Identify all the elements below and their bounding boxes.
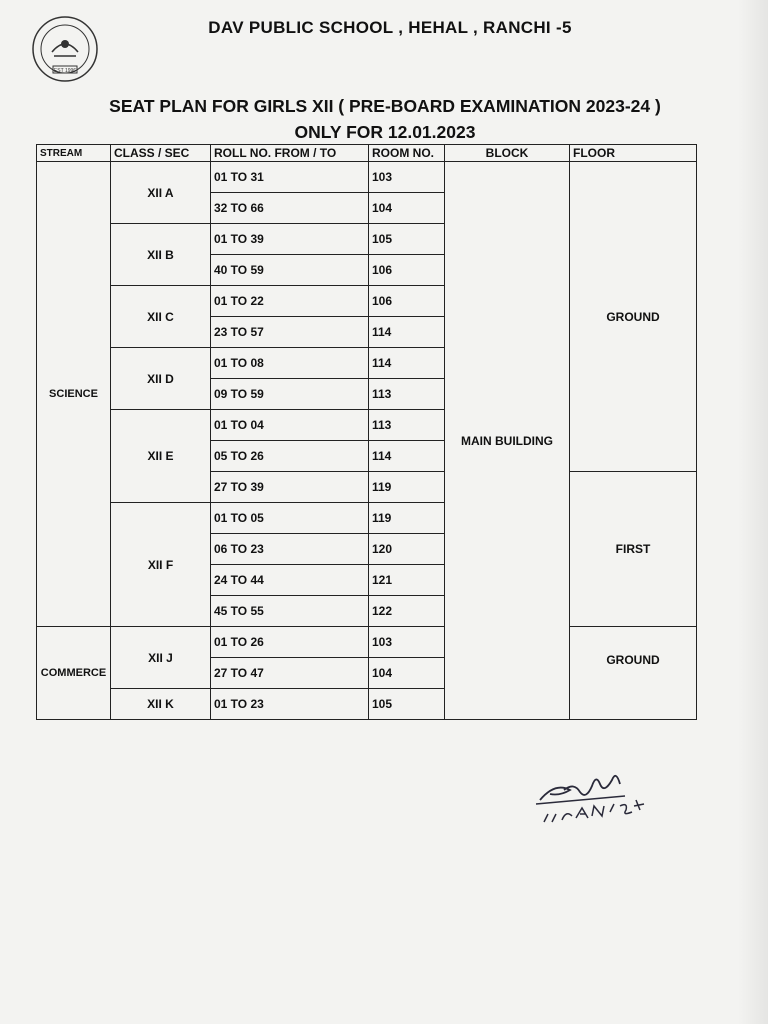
table-row [37,162,697,193]
floor-cell-ground: GROUND [570,627,697,720]
class-cell: XII E [111,410,211,503]
room-cell: 106 [369,255,445,286]
room-cell: 114 [369,348,445,379]
col-header-room: ROOM NO. [369,145,445,162]
class-cell: XII A [111,162,211,224]
roll-cell: 01 TO 39 [211,224,369,255]
room-cell: 106 [369,286,445,317]
class-cell: XII K [111,689,211,720]
room-cell: 122 [369,596,445,627]
col-header-block: BLOCK [445,145,570,162]
class-cell: XII C [111,286,211,348]
roll-cell: 01 TO 31 [211,162,369,193]
school-logo [30,14,100,84]
col-header-stream: STREAM [37,145,111,162]
room-cell: 114 [369,441,445,472]
table-header-row [37,145,697,162]
class-cell: XII F [111,503,211,627]
roll-cell: 40 TO 59 [211,255,369,286]
room-cell: 121 [369,565,445,596]
roll-cell: 27 TO 39 [211,472,369,503]
roll-cell: 01 TO 26 [211,627,369,658]
roll-cell: 01 TO 04 [211,410,369,441]
roll-cell: 05 TO 26 [211,441,369,472]
handwritten-signature [530,760,680,830]
title-line-1: SEAT PLAN FOR GIRLS XII ( PRE-BOARD EXAMINATION 2023-24 ) [109,96,661,116]
room-cell: 105 [369,689,445,720]
room-cell: 113 [369,410,445,441]
roll-cell: 24 TO 44 [211,565,369,596]
roll-cell: 01 TO 05 [211,503,369,534]
col-header-roll: ROLL NO. FROM / TO [211,145,369,162]
room-cell: 103 [369,627,445,658]
floor-cell-ground: GROUND [570,162,697,472]
room-cell: 120 [369,534,445,565]
title-line-2: ONLY FOR 12.01.2023 [294,122,476,142]
roll-cell: 23 TO 57 [211,317,369,348]
roll-cell: 27 TO 47 [211,658,369,689]
floor-cell-first: FIRST [570,472,697,627]
roll-cell: 01 TO 22 [211,286,369,317]
stream-cell-science: SCIENCE [37,162,111,627]
document-title [40,93,730,145]
room-cell: 104 [369,658,445,689]
stream-cell-commerce: COMMERCE [37,627,111,720]
class-cell: XII D [111,348,211,410]
col-header-class: CLASS / SEC [111,145,211,162]
table-row [37,627,697,658]
roll-cell: 09 TO 59 [211,379,369,410]
page-edge-shadow [738,0,768,1024]
room-cell: 119 [369,503,445,534]
block-cell: MAIN BUILDING [445,162,570,720]
svg-text:EST 1996: EST 1996 [53,68,77,74]
room-cell: 113 [369,379,445,410]
class-cell: XII J [111,627,211,689]
class-cell: XII B [111,224,211,286]
col-header-floor: FLOOR [570,145,697,162]
room-cell: 114 [369,317,445,348]
roll-cell: 06 TO 23 [211,534,369,565]
roll-cell: 45 TO 55 [211,596,369,627]
school-name: DAV PUBLIC SCHOOL , HEHAL , RANCHI -5 [208,18,572,37]
room-cell: 103 [369,162,445,193]
room-cell: 119 [369,472,445,503]
roll-cell: 01 TO 08 [211,348,369,379]
roll-cell: 32 TO 66 [211,193,369,224]
seat-plan-table [36,144,697,720]
roll-cell: 01 TO 23 [211,689,369,720]
room-cell: 105 [369,224,445,255]
room-cell: 104 [369,193,445,224]
